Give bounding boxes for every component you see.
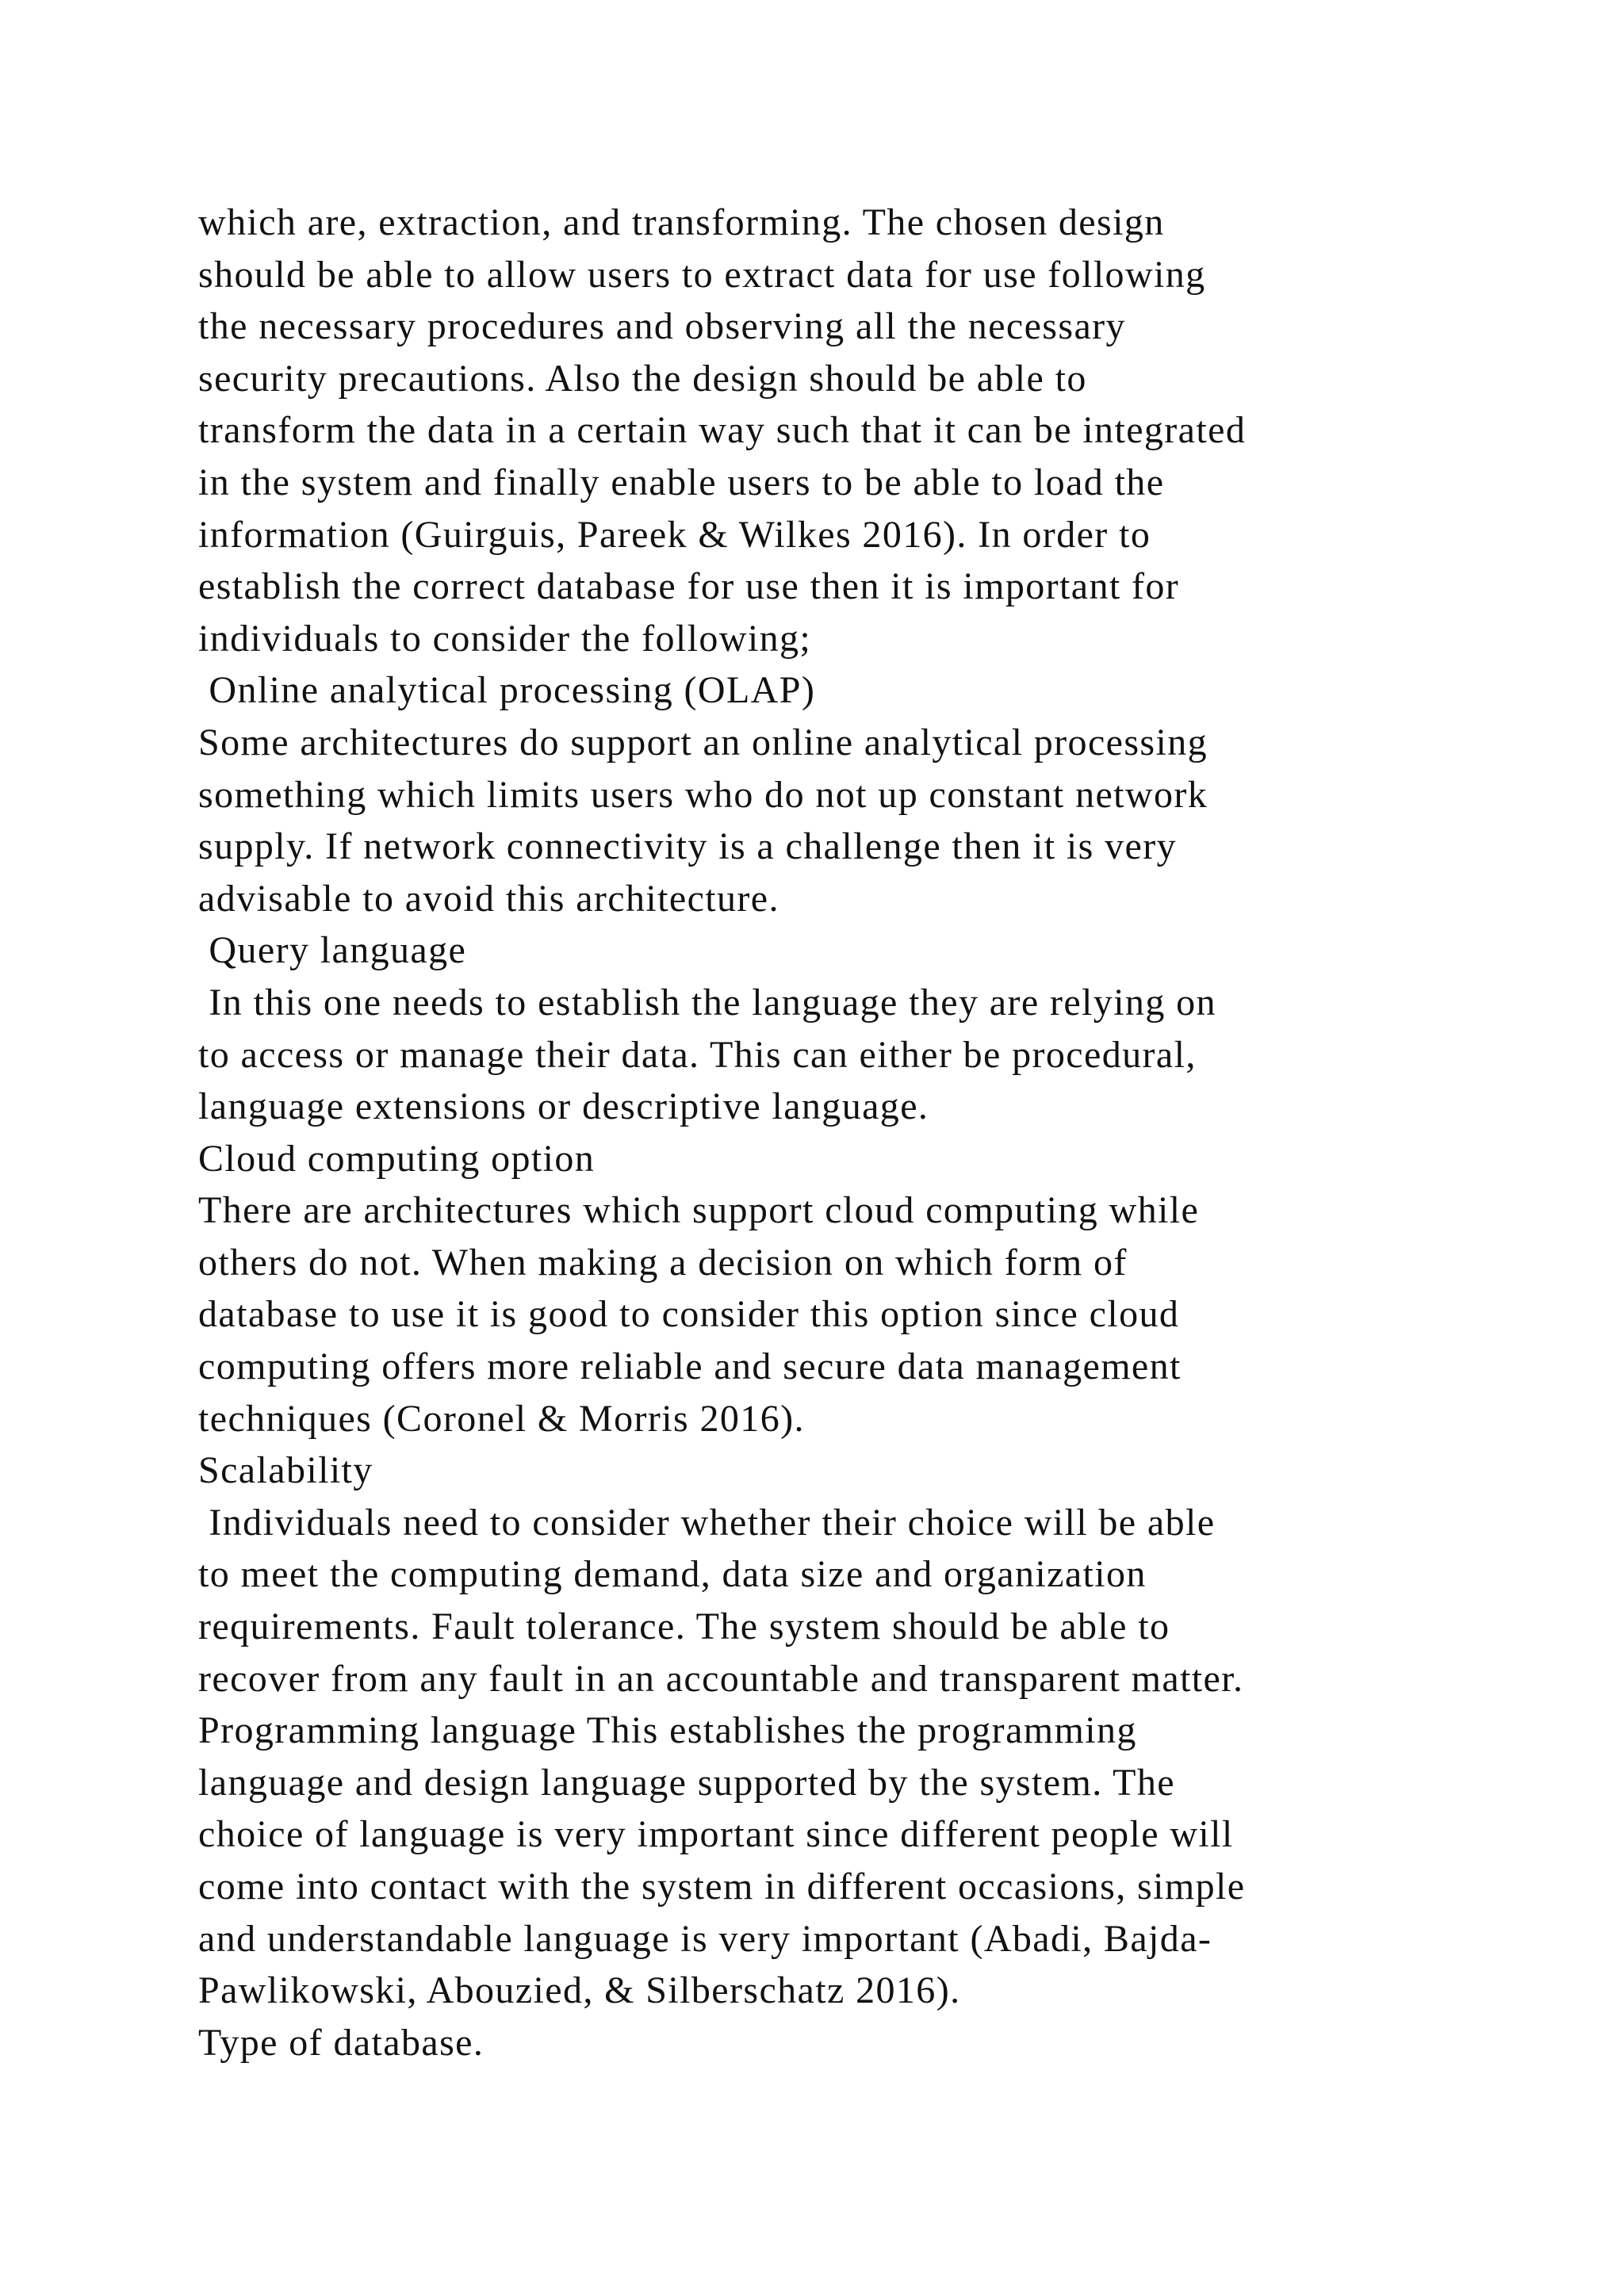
text-line: Programming language This establishes the programming [198, 1709, 1137, 1752]
text-line: something which limits users who do not up constant network [198, 773, 1208, 816]
text-line: which are, extraction, and transforming. The chosen design [198, 201, 1165, 243]
text-line: language extensions or descriptive language. [198, 1085, 929, 1128]
text-line: techniques (Coronel & Morris 2016). [198, 1397, 805, 1440]
section-heading-olap: Online analytical processing (OLAP) [198, 669, 816, 712]
text-line: information (Guirguis, Pareek & Wilkes 2016). In order to [198, 513, 1151, 556]
text-line: language and design language supported by the system. The [198, 1761, 1175, 1804]
text-line: should be able to allow users to extract data for use following [198, 253, 1206, 296]
text-line: requirements. Fault tolerance. The system should be able to [198, 1605, 1170, 1648]
text-line: There are architectures which support cloud computing while [198, 1189, 1200, 1232]
text-line: In this one needs to establish the language they are relying on [198, 981, 1216, 1024]
text-line: the necessary procedures and observing all the necessary [198, 305, 1126, 348]
text-line: recover from any fault in an accountable and transparent matter. [198, 1657, 1244, 1700]
text-line: Individuals need to consider whether their choice will be able [198, 1501, 1216, 1544]
text-line: come into contact with the system in different occasions, simple [198, 1866, 1246, 1908]
section-heading-query-language: Query language [198, 929, 467, 972]
text-line: establish the correct database for use then it is important for [198, 565, 1180, 608]
text-line: Some architectures do support an online analytical processing [198, 721, 1208, 763]
section-heading-scalability: Scalability [198, 1449, 373, 1492]
text-line: computing offers more reliable and secure data management [198, 1345, 1182, 1388]
text-line: individuals to consider the following; [198, 617, 812, 660]
text-line: in the system and finally enable users to be able to load the [198, 461, 1165, 503]
text-line: and understandable language is very important (Abadi, Bajda- [198, 1917, 1212, 1960]
text-line: to meet the computing demand, data size and organization [198, 1553, 1147, 1596]
text-line: supply. If network connectivity is a challenge then it is very [198, 825, 1178, 868]
text-line: transform the data in a certain way such that it can be integrated [198, 409, 1247, 452]
section-heading-cloud-computing: Cloud computing option [198, 1137, 596, 1180]
document-body-text [198, 197, 1507, 2068]
text-line: Pawlikowski, Abouzied, & Silberschatz 2016). [198, 1969, 961, 2012]
text-line: advisable to avoid this architecture. [198, 877, 779, 920]
text-line: choice of language is very important since different people will [198, 1813, 1234, 1856]
text-line: to access or manage their data. This can either be procedural, [198, 1033, 1197, 1076]
section-heading-type-of-database: Type of database. [198, 2021, 485, 2064]
text-line: database to use it is good to consider this option since cloud [198, 1293, 1180, 1336]
text-line: security precautions. Also the design should be able to [198, 357, 1087, 400]
text-line: others do not. When making a decision on which form of [198, 1241, 1128, 1284]
